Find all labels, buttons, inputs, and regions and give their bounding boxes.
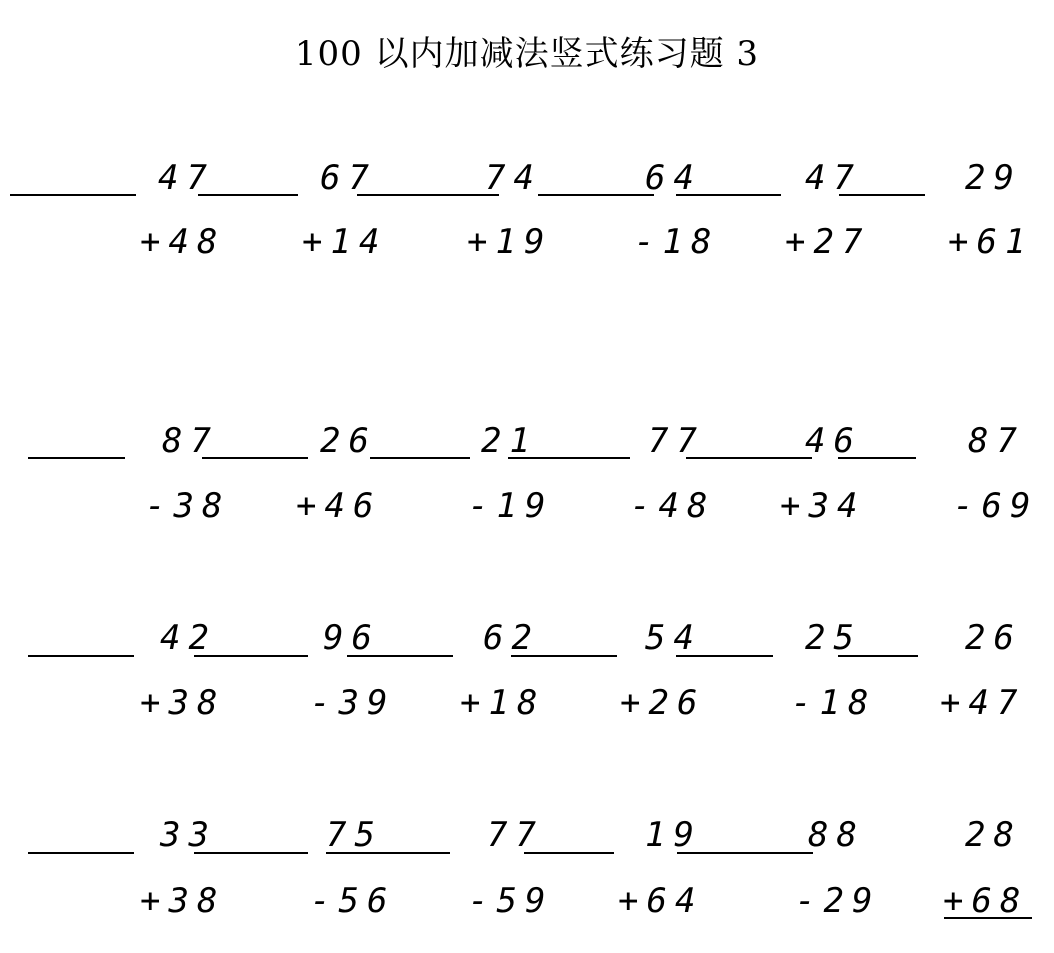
problem-operand: -39 (310, 683, 396, 723)
problem-operand: -38 (145, 486, 231, 526)
problem-top-number: 77 (487, 815, 544, 855)
problem-operand: -48 (630, 486, 716, 526)
answer-line (357, 194, 499, 196)
problem-top-number: 74 (485, 158, 542, 198)
problem-operand: -19 (468, 486, 554, 526)
problem-top-number: 47 (805, 158, 862, 198)
problem-operand: -29 (795, 881, 881, 921)
answer-line (944, 917, 1032, 919)
problem-top-number: 29 (965, 158, 1022, 198)
problem-operand: +68 (943, 881, 1029, 921)
problem-operand: +61 (948, 222, 1034, 262)
problem-operand: -59 (468, 881, 554, 921)
problem-operand: +64 (618, 881, 704, 921)
problem-top-number: 62 (483, 618, 540, 658)
problem-operand: +18 (460, 683, 546, 723)
problem-top-number: 25 (805, 618, 862, 658)
problem-top-number: 67 (320, 158, 377, 198)
page-title: 100 以内加减法竖式练习题 3 (294, 34, 760, 74)
problem-top-number: 33 (160, 815, 217, 855)
answer-line (28, 655, 134, 657)
problem-operand: +38 (140, 683, 226, 723)
problem-top-number: 47 (158, 158, 215, 198)
problem-top-number: 75 (326, 815, 383, 855)
problem-operand: +46 (296, 486, 382, 526)
problem-operand: -69 (953, 486, 1039, 526)
problem-top-number: 87 (162, 421, 219, 461)
problem-top-number: 77 (648, 421, 705, 461)
answer-line (28, 457, 125, 459)
problem-operand: +38 (140, 881, 226, 921)
problem-operand: -56 (310, 881, 396, 921)
answer-line (370, 457, 470, 459)
problem-operand: +48 (140, 222, 226, 262)
problem-top-number: 46 (805, 421, 862, 461)
problem-top-number: 19 (645, 815, 702, 855)
answer-line (10, 194, 136, 196)
problem-top-number: 42 (160, 618, 217, 658)
problem-operand: +34 (780, 486, 866, 526)
problem-top-number: 26 (320, 421, 377, 461)
problem-operand: +14 (302, 222, 388, 262)
problem-top-number: 87 (968, 421, 1025, 461)
problem-top-number: 54 (645, 618, 702, 658)
answer-line (28, 852, 134, 854)
problem-operand: +47 (940, 683, 1026, 723)
problem-operand: +27 (785, 222, 871, 262)
problem-top-number: 21 (481, 421, 538, 461)
problem-top-number: 26 (965, 618, 1022, 658)
problem-operand: -18 (791, 683, 877, 723)
problem-operand: -18 (634, 222, 720, 262)
problem-top-number: 96 (323, 618, 380, 658)
problem-top-number: 28 (965, 815, 1022, 855)
answer-line (538, 194, 654, 196)
problem-operand: +19 (467, 222, 553, 262)
problem-top-number: 64 (645, 158, 702, 198)
problem-operand: +26 (620, 683, 706, 723)
problem-top-number: 88 (808, 815, 865, 855)
